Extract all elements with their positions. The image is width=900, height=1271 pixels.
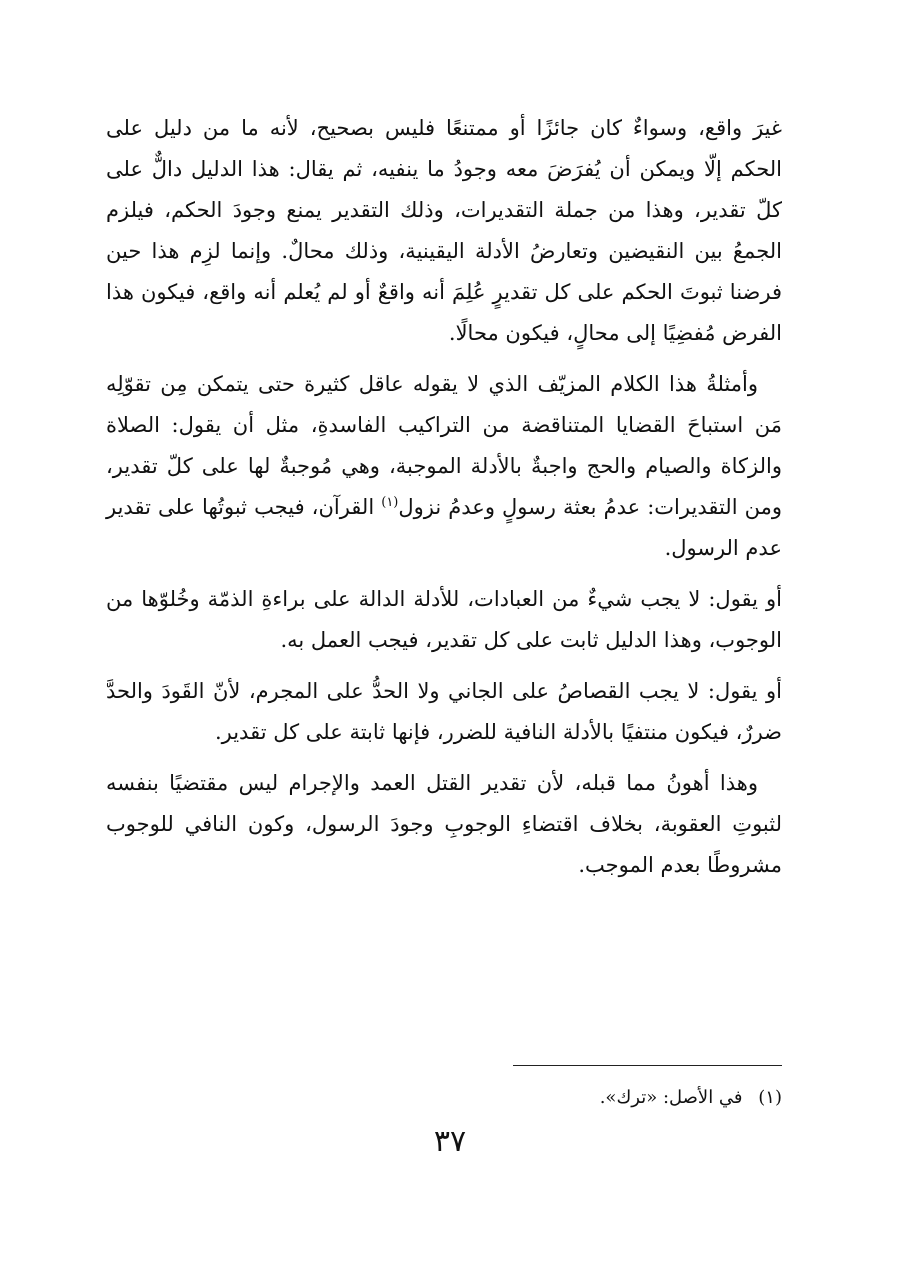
paragraph-2-text-continued: القرآن، فيجب ثبوتُها على تقدير عدم الرسول. [106,495,782,560]
paragraph-5: وهذا أهونُ مما قبله، لأن تقدير القتل العمد والإجرام ليس مقتضيًا بنفسه لثبوتِ العقوبة، بخلاف اقتضاءِ الوجوبِ وجودَ الرسول، وكون النافي للوجوب مشروطًا بعدم الموجب. [106,771,782,877]
paragraph-1: غيرَ واقع، وسواءٌ كان جائزًا أو ممتنعًا فليس بصحيح، لأنه ما من دليل على الحكم إلّا ويمكن أن يُفرَضَ معه وجودُ ما ينفيه، ثم يقال: هذا الدليل دالٌّ على كلّ تقدير، وهذا من جملة التقديرات، وذلك التقدير يمنع وجودَ الحكم، فيلزم الجمعُ بين النقيضين وتعارضُ الأدلة اليقينية، وذلك محالٌ. وإنما لزِم هذا حين فرضنا ثبوتَ الحكم على كل تقديرٍ عُلِمَ أنه واقعٌ أو لم يُعلم أنه واقع، فيكون هذا الفرض مُفضِيًا إلى محالٍ، فيكون محالًا. [106,116,782,345]
page-body [106,108,782,886]
page-number: ٣٧ [433,1124,467,1159]
footnote [222,1084,782,1112]
paragraph-2-text: وأمثلةُ هذا الكلام المزيّف الذي لا يقوله عاقل كثيرة حتى يتمكن مِن تقوّلِه مَن استباحَ القضايا المتناقضة من التراكيب الفاسدةِ، مثل أن يقول: الصلاة والزكاة والصيام والحج واجبةٌ بالأدلة الموجبة، وهي مُوجبةٌ لها على كلّ تقدير، ومن التقديرات: عدمُ بعثة رسولٍ وعدمُ نزول [106,372,782,519]
footnote-number: (١) [758,1087,782,1108]
paragraph-4: أو يقول: لا يجب القصاصُ على الجاني ولا الحدُّ على المجرم، لأنّ القَودَ والحدَّ ضررٌ، فيكون منتفيًا بالأدلة النافية للضرر، فإنها ثابتة على كل تقدير. [106,679,782,744]
paragraph-2 [106,364,782,569]
footnote-separator [513,1065,782,1066]
footnote-text: في الأصل: «ترك». [599,1087,743,1108]
footnote-reference[interactable]: (١) [381,495,399,510]
paragraph-3: أو يقول: لا يجب شيءٌ من العبادات، للأدلة الدالة على براءةِ الذمّة وخُلوّها من الوجوب، وهذا الدليل ثابت على كل تقدير، فيجب العمل به. [106,587,782,652]
